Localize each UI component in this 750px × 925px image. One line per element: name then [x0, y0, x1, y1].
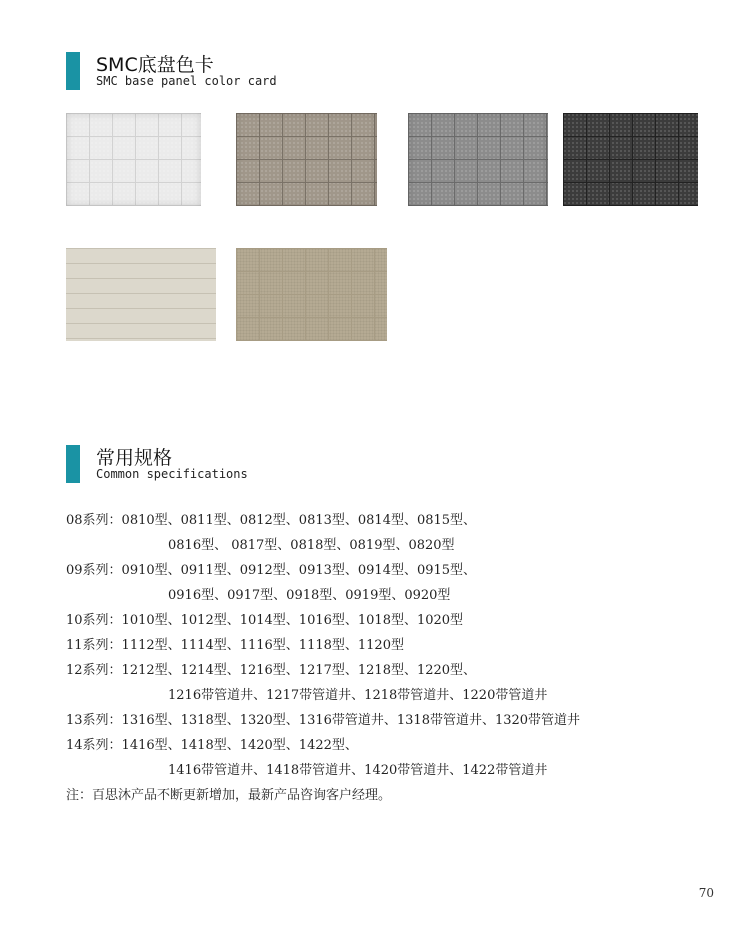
- accent-bar: [66, 445, 80, 483]
- spec-line-continued: 1416带管道井、1418带管道井、1420带管道井、1422带管道井: [168, 763, 548, 778]
- footnote: 注：百思沐产品不断更新增加，最新产品咨询客户经理。: [66, 788, 392, 803]
- swatch-black-tile: [563, 113, 698, 206]
- section-title: 常用规格: [96, 447, 173, 469]
- page-number: 70: [698, 886, 714, 900]
- spec-line: 10系列：1010型、1012型、1014型、1016型、1018型、1020型: [66, 613, 464, 628]
- spec-list: [66, 508, 706, 808]
- section-subtitle: SMC base panel color card: [96, 74, 277, 88]
- spec-line: 08系列：0810型、0811型、0812型、0813型、0814型、0815型、: [66, 513, 477, 528]
- spec-line: 09系列：0910型、0911型、0912型、0913型、0914型、0915型、: [66, 563, 477, 578]
- spec-line: 14系列：1416型、1418型、1420型、1422型、: [66, 738, 358, 753]
- accent-bar: [66, 52, 80, 90]
- section-title: SMC底盘色卡: [96, 54, 214, 76]
- swatch-cream-stripe: [66, 248, 216, 341]
- swatch-khaki-sand: [236, 248, 387, 341]
- spec-line-continued: 1216带管道井、1217带管道井、1218带管道井、1220带管道井: [168, 688, 548, 703]
- spec-line: 13系列：1316型、1318型、1320型、1316带管道井、1318带管道井、1320带管道井: [66, 713, 581, 728]
- spec-line: 12系列：1212型、1214型、1216型、1217型、1218型、1220型、: [66, 663, 477, 678]
- swatch-gray-tile: [408, 113, 548, 206]
- swatch-white-tile: [66, 113, 201, 206]
- spec-line: 11系列：1112型、1114型、1116型、1118型、1120型: [66, 638, 404, 653]
- spec-line-continued: 0916型、0917型、0918型、0919型、0920型: [168, 588, 451, 603]
- section-subtitle: Common specifications: [96, 467, 248, 481]
- swatch-beige-granite-tile: [236, 113, 377, 206]
- spec-line-continued: 0816型、 0817型、0818型、0819型、0820型: [168, 538, 455, 553]
